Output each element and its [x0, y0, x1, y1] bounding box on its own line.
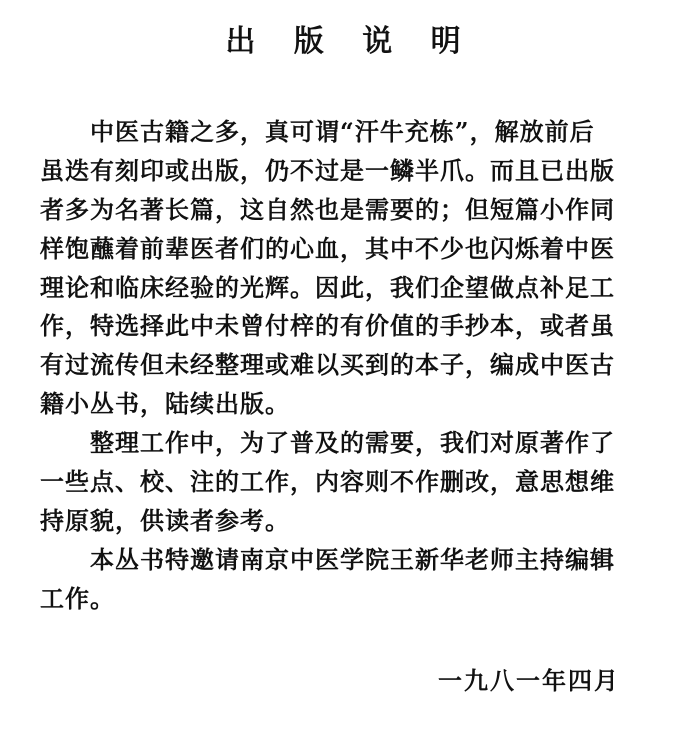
- paragraph-2: [40, 424, 675, 541]
- body-text: [40, 113, 675, 619]
- paragraph-3: [40, 541, 675, 619]
- text-line: 理论和临床经验的光辉。因此，我们企望做点补足工: [40, 272, 615, 302]
- text-line: 中医古籍之多，真可谓“汗牛充栋”，解放前后: [40, 117, 595, 146]
- text-line: 工作。: [40, 583, 115, 613]
- text-line: 者多为名著长篇，这自然也是需要的；但短篇小作同: [40, 194, 615, 224]
- page-title: 出 版 说 明: [225, 24, 475, 59]
- text-line: 一些点、校、注的工作，内容则不作删改，意思想维: [40, 467, 615, 497]
- paragraph-1: [40, 113, 675, 424]
- text-line: 样饱蘸着前辈医者们的心血，其中不少也闪烁着中医: [40, 233, 615, 263]
- text-line: 籍小丛书，陆续出版。: [40, 389, 290, 419]
- text-line: 本丛书特邀请南京中医学院王新华老师主持编辑: [40, 544, 615, 574]
- text-line: 虽迭有刻印或出版，仍不过是一鳞半爪。而且已出版: [40, 155, 615, 185]
- publication-date: 一九八一年四月: [438, 666, 620, 695]
- text-line: 持原貌，供读者参考。: [40, 505, 290, 535]
- text-line: 有过流传但未经整理或难以买到的本子，编成中医古: [40, 350, 615, 380]
- text-line: 作，特选择此中未曾付梓的有价值的手抄本，或者虽: [40, 311, 615, 341]
- text-line: 整理工作中，为了普及的需要，我们对原著作了: [40, 428, 615, 458]
